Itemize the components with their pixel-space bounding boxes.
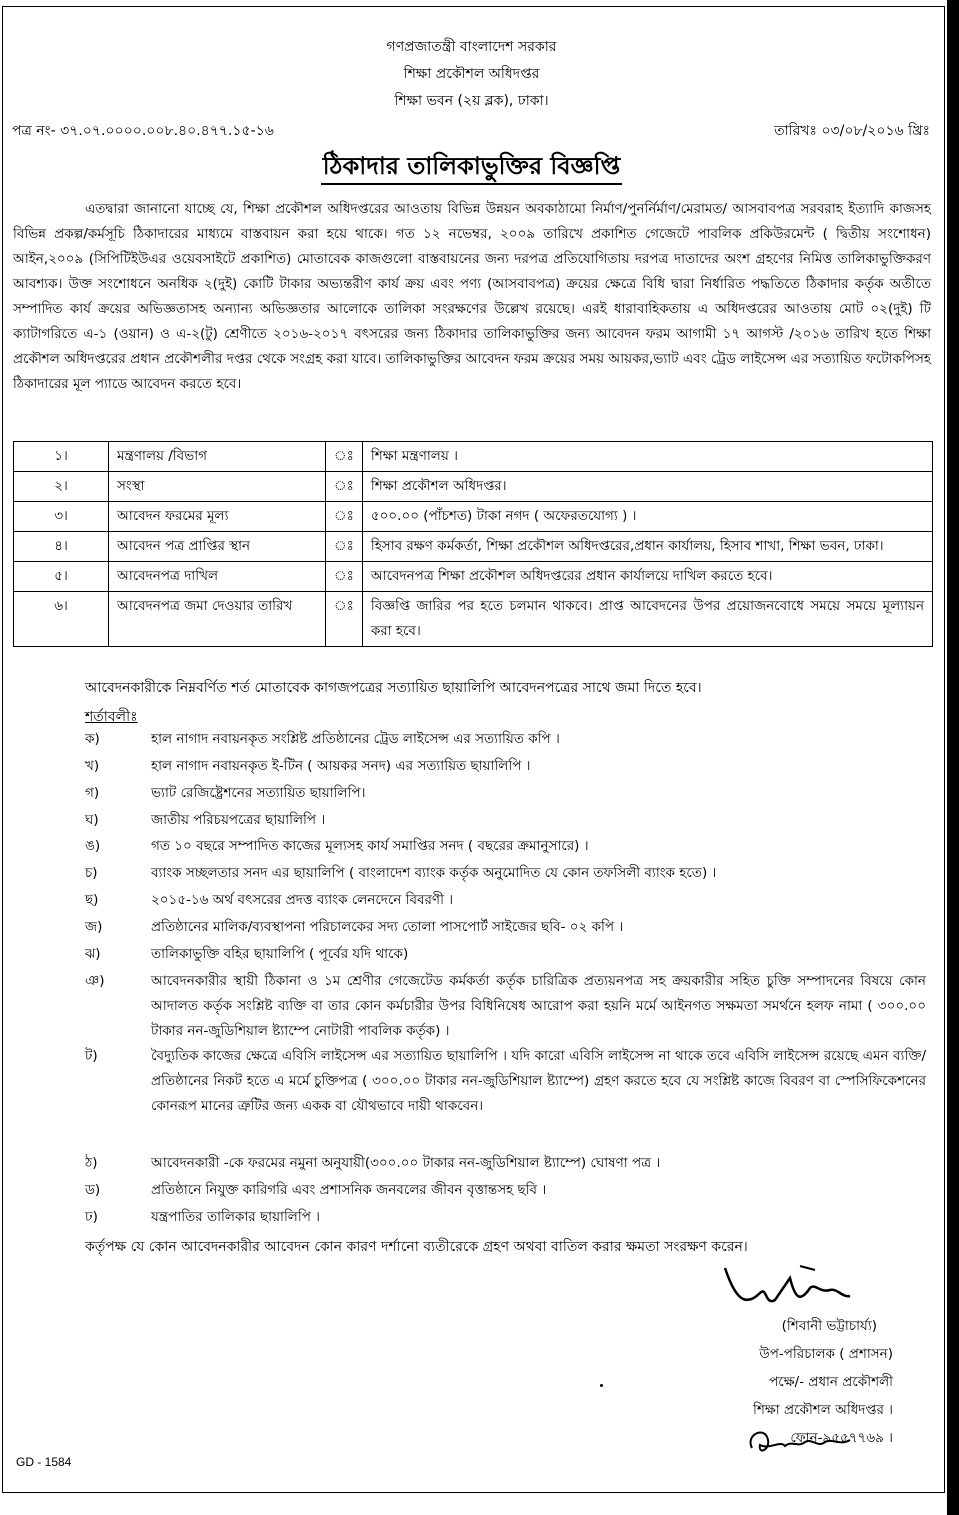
condition-text: যন্ত্রপাতির তালিকার ছায়ালিপি । [151,1209,321,1225]
signatory-name: (শিবানী ভট্টাচার্য্য) [781,1318,877,1334]
condition-label: জ) [85,919,103,935]
initials-mark [740,1420,860,1460]
info-row [14,502,933,532]
info-row [14,592,933,647]
signatory-on-behalf: পক্ষে/- প্রধান প্রকৌশলী [769,1374,893,1390]
row-separator: ঃ [326,472,363,502]
condition-label: ট) [85,1048,98,1064]
condition-text: প্রতিষ্ঠানের মালিক/ব্যবস্থাপনা পরিচালকের সদ্য তোলা পাসপোর্ট সাইজের ছবি- ০২ কপি । [151,919,624,935]
row-separator: ঃ [326,442,363,472]
row-label: সংস্থা [109,472,326,502]
row-separator: ঃ [326,592,363,647]
speck [600,1384,603,1387]
condition-text: তালিকাভুক্তি বহির ছায়ালিপি ( পূর্বের যদি থাকে) [151,946,409,962]
condition-text: প্রতিষ্ঠানে নিযুক্ত কারিগরি এবং প্রশাসনিক জনবলের জীবন বৃত্তান্তসহ ছবি । [151,1182,547,1198]
row-separator: ঃ [326,502,363,532]
condition-text: জাতীয় পরিচয়পত্রের ছায়ালিপি । [151,812,326,828]
gd-code: GD - 1584 [16,1455,72,1469]
condition-text: ভ্যাট রেজিষ্ট্রেশনের সত্যায়িত ছায়ালিপি। [151,785,366,801]
condition-label: ঞ) [85,973,105,989]
condition-label: ঢ) [85,1209,98,1225]
condition-text: হাল নাগাদ নবায়নকৃত সংশ্লিষ্ট প্রতিষ্ঠানের ট্রেড লাইসেন্স এর সত্যায়িত কপি । [151,731,560,747]
row-value: বিজ্ঞপ্তি জারির পর হতে চলমান থাকবে। প্রাপ্ত আবেদনের উপর প্রয়োজনবোধে সময়ে সময়ে মূল্যায়ন করা হবে। [362,592,932,647]
row-number: ১। [14,442,109,472]
condition-text: ২০১৫-১৬ অর্থ বৎসরের প্রদত্ত ব্যাংক লেনদেনে বিবরণী । [151,892,454,908]
row-value: হিসাব রক্ষণ কর্মকর্তা, শিক্ষা প্রকৌশল অধিদপ্তরের,প্রধান কার্যালয়, হিসাব শাখা, শিক্ষা ভবন, ঢাকা। [362,532,932,562]
initials-stroke [751,1432,850,1450]
notice-title [0,148,943,188]
condition-text: আবেদনকারী -কে ফরমের নমুনা অনুযায়ী(৩০০.০০ টাকার নন-জুডিশিয়াল ষ্ট্যাম্পে) ঘোষণা পত্র । [151,1155,661,1171]
condition-text: বৈদ্যুতিক কাজের ক্ষেত্রে এবিসি লাইসেন্স এর সত্যায়িত ছায়ালিপি । যদি কারো এবিসি লাইসেন্স না থাকে তবে এবিসি লাইসেন্স রয়েছে এমন ব্যক্তি/প্রতিষ্ঠানের নিকট হতে এ মর্মে চুক্তিপত্র ( ৩০০.০০ টাকার নন-জুডিশিয়াল ষ্ট্যাম্পে) গ্রহণ করতে হবে যে সংশ্লিষ্ট কাজে বিবরণ বা স্পেসিফিকেশনের কোনরূপ মানের ত্রুটির জন্য একক বা যৌথভাবে দায়ী থাকবেন। [151,1048,926,1114]
closing-statement: কর্তৃপক্ষ যে কোন আবেদনকারীর আবেদন কোন কারণ দর্শানো ব্যতীরেকে গ্রহণ অথবা বাতিল করার ক্ষমতা সংরক্ষণ করেন। [85,1239,748,1255]
signatory-office: শিক্ষা প্রকৌশল অধিদপ্তর । [753,1402,893,1418]
scan-edge [947,0,959,1515]
row-number: ২। [14,472,109,502]
signatory-phone: ফোন-৯৫৫৭৭৬৯ । [790,1430,893,1446]
row-number: ৫। [14,562,109,592]
info-row [14,472,933,502]
signature-stroke [800,1266,815,1270]
info-table [13,441,933,647]
notice-title-text: ঠিকাদার তালিকাভুক্তির বিজ্ঞপ্তি [321,152,622,185]
condition-label: ঝ) [85,946,101,962]
row-label: আবেদনপত্র দাখিল [109,562,326,592]
row-label: আবেদনপত্র জমা দেওয়ার তারিখ [109,592,326,647]
department-address: শিক্ষা ভবন (২য় ব্লক), ঢাকা। [394,93,549,109]
signature-stroke [725,1268,850,1301]
row-label: মন্ত্রণালয় /বিভাগ [109,442,326,472]
info-row [14,442,933,472]
condition-label: গ) [85,785,100,801]
condition-label: ঠ) [85,1155,98,1171]
row-value: শিক্ষা প্রকৌশল অধিদপ্তর। [362,472,932,502]
instruction-text: আবেদনকারীকে নিম্নবর্ণিত শর্ত মোতাবেক কাগজপত্রের সত্যায়িত ছায়ালিপি আবেদনপত্রের সাথে জমা দিতে হবে। [85,680,702,696]
condition-text: হাল নাগাদ নবায়নকৃত ই-টিন ( আয়কর সনদ) এর সত্যায়িত ছায়ালিপি । [151,758,531,774]
row-value: ৫০০.০০ (পাঁচশত) টাকা নগদ ( অফেরতযোগ্য ) । [362,502,932,532]
memo-date: তারিখঃ ০৩/০৮/২০১৬ খ্রিঃ [774,123,930,139]
conditions-title: শর্তাবলীঃ [85,709,138,725]
row-separator: ঃ [326,562,363,592]
condition-label: ছ) [85,892,99,908]
row-number: ৩। [14,502,109,532]
row-value: শিক্ষা মন্ত্রণালয় । [362,442,932,472]
government-name: গণপ্রজাতন্ত্রী বাংলাদেশ সরকার [386,39,557,55]
row-label: আবেদন ফরমের মূল্য [109,502,326,532]
condition-label: চ) [85,865,98,881]
memo-number: পত্র নং- ৩৭.০৭.০০০০.০০৮.৪০.৪৭৭.১৫-১৬ [12,123,274,139]
info-row [14,532,933,562]
row-label: আবেদন পত্র প্রাপ্তির স্থান [109,532,326,562]
condition-text: গত ১০ বছরে সম্পাদিত কাজের মূল্যসহ কার্য সমাপ্তির সনদ ( বছরের ক্রমানুসারে) । [151,838,589,854]
letterhead [0,34,943,115]
condition-label: ড) [85,1182,101,1198]
condition-label: ক) [85,731,100,747]
condition-label: খ) [85,758,100,774]
signatory-designation: উপ-পরিচালক ( প্রশাসন) [759,1346,893,1362]
department-name: শিক্ষা প্রকৌশল অধিদপ্তর [403,66,540,82]
row-number: ৪। [14,532,109,562]
condition-text: আবেদনকারীর স্থায়ী ঠিকানা ও ১ম শ্রেণীর গেজেটেড কর্মকর্তা কর্তৃক চারিত্রিক প্রত্যয়নপত্র সহ ক্রয়কারীর সহিত চুক্তি সম্পাদনের বিষয়ে কোন আদালত কর্তৃক সংশ্লিষ্ট ব্যক্তি বা তার কোন কর্মচারীর উপর বিধিনিষেধ আরোপ করা হয়নি মর্মে আইনগত সক্ষমতা সমর্থনে হলফ নামা ( ৩০০.০০ টাকার নন-জুডিশিয়াল ষ্ট্যাম্পে নোটারী পাবলিক কর্তৃক) । [151,973,926,1039]
info-row [14,562,933,592]
condition-text: ব্যাংক সচ্ছলতার সনদ এর ছায়ালিপি ( বাংলাদেশ ব্যাংক কর্তৃক অনুমোদিত যে কোন তফসিলী ব্যাংক হতে) । [151,865,717,881]
row-number: ৬। [14,592,109,647]
intro-paragraph: এতদ্বারা জানানো যাচ্ছে যে, শিক্ষা প্রকৌশল অধিদপ্তরের আওতায় বিভিন্ন উন্নয়ন অবকাঠামো নির্মাণ/পুনর্নির্মাণ/মেরামত/ আসবাবপত্র সরবরাহ ইত্যাদি কাজসহ বিভিন্ন প্রকল্প/কর্মসূচি ঠিকাদারের মাধ্যমে বাস্তবায়ন করা হয়ে থাকে। গত ১২ নভেম্বর, ২০০৯ তারিখে প্রকাশিত গেজেটে পাবলিক প্রকিউরমেন্ট ( দ্বিতীয় সংশোধন) আইন,২০০৯ (সিপিটিইউএর ওয়েবসাইটে প্রকাশিত) মোতাবেক কাজগুলো বাস্তবায়নের জন্য দরপত্র প্রতিযোগিতায় দরপত্র দাতাদের অংশ গ্রহণের নিমিত্ত তালিকাভুক্তিকরণ আবশ্যক। উক্ত সংশোধনে অনধিক ২(দুই) কোটি টাকার অভ্যন্তরীণ কার্য ক্রয় এবং পণ্য (আসবাবপত্র) ক্রয়ের ক্ষেত্রে বিধি দ্বারা নির্ধারিত পদ্ধতিতে ঠিকাদার কর্তৃক অতীতে সম্পাদিত কার্য ক্রয়ের অভিজ্ঞতাসহ অন্যান্য অভিজ্ঞতার আলোকে তালিকা সংরক্ষণের উল্লেখ রয়েছে। এরই ধারাবাহিকতায় এ অধিদপ্তরের আওতায় মোট ০২(দুই) টি ক্যাটাগরিতে এ-১ (ওয়ান) ও এ-২(টু) শ্রেণীতে ২০১৬-২০১৭ বৎসরের জন্য ঠিকাদার তালিকাভুক্তির জন্য আবেদন ফরম আগামী ১৭ আগস্ট /২০১৬ তারিখ হতে শিক্ষা প্রকৌশল অধিদপ্তরের প্রধান প্রকৌশলীর দপ্তর থেকে সংগ্রহ করা যাবে। তালিকাভুক্তির আবেদন ফরম ক্রয়ের সময় আয়কর,ভ্যাট এবং ট্রেড লাইসেন্স এর সত্যায়িত ফটোকপিসহ ঠিকাদারের মূল প্যাডে আবেদন করতে হবে। [13,201,931,392]
row-value: আবেদনপত্র শিক্ষা প্রকৌশল অধিদপ্তরের প্রধান কার্যালয়ে দাখিল করতে হবে। [362,562,932,592]
condition-label: ঘ) [85,812,99,828]
signature-mark [705,1258,865,1318]
row-separator: ঃ [326,532,363,562]
condition-label: ঙ) [85,838,101,854]
